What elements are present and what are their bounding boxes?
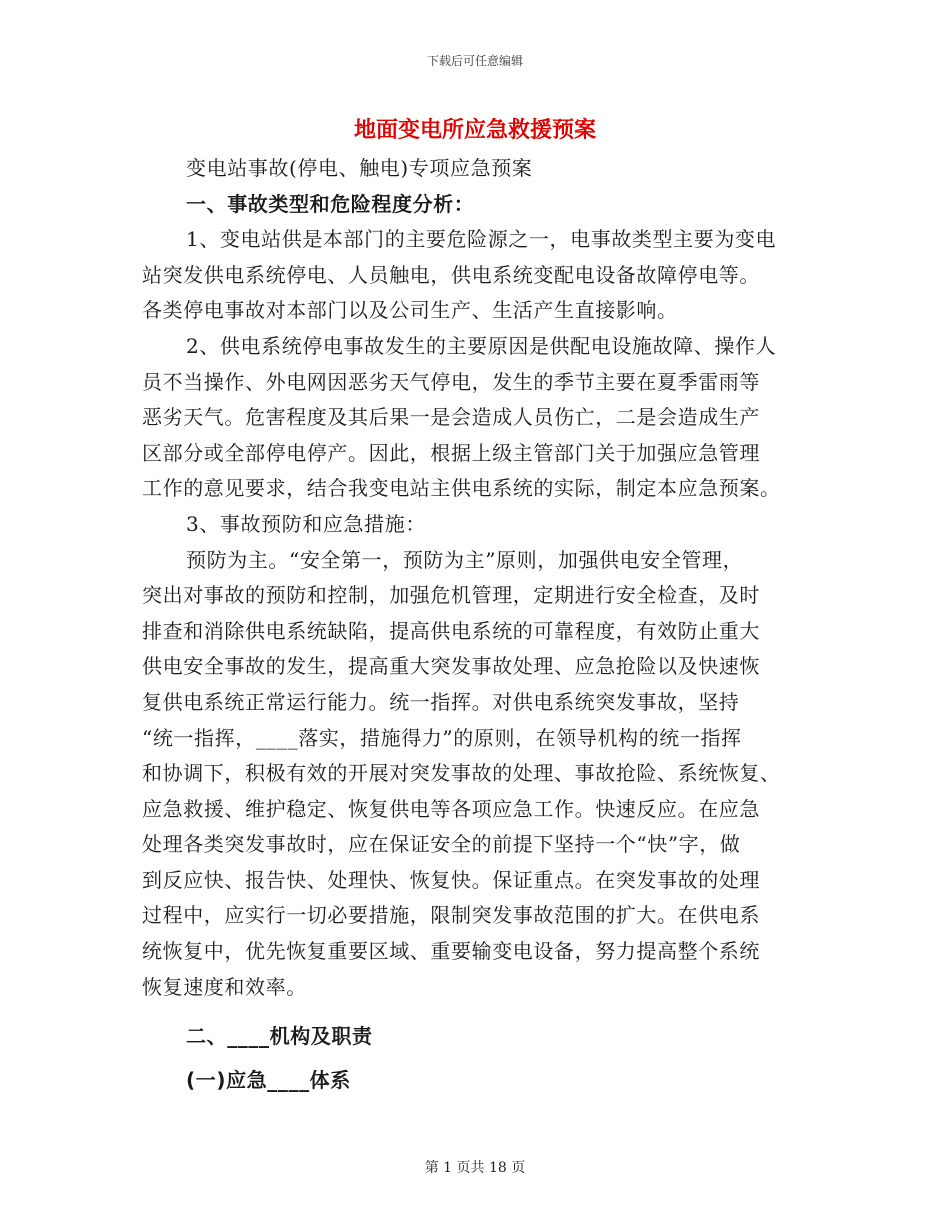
- paragraph-line: 2、供电系统停电事故发生的主要原因是供配电设施故障、操作人: [186, 333, 777, 358]
- section-heading-1: 一、事故类型和危险程度分析：: [186, 191, 475, 216]
- subsection-heading: (一)应急____体系: [186, 1067, 351, 1092]
- paragraph-line: 统恢复中，优先恢复重要区域、重要输变电设备，努力提高整个系统: [142, 939, 760, 964]
- page-footer: 第 1 页共 18 页: [424, 1160, 526, 1176]
- paragraph-line: 和协调下，积极有效的开展对突发事故的处理、事故抢险、系统恢复、: [142, 761, 781, 786]
- section-heading-2: 二、____机构及职责: [186, 1024, 373, 1049]
- paragraph-line: 供电安全事故的发生，提高重大突发事故处理、应急抢险以及快速恢: [142, 654, 760, 679]
- paragraph-line: 处理各类突发事故时，应在保证安全的前提下坚持一个“快”字，做: [142, 832, 741, 857]
- document-title: 地面变电所应急救援预案: [353, 118, 596, 143]
- paragraph-line: 突出对事故的预防和控制，加强危机管理，定期进行安全检查，及时: [142, 583, 760, 608]
- paragraph-line: 站突发供电系统停电、人员触电，供电系统变配电设备故障停电等。: [142, 262, 760, 287]
- paragraph-line: 恶劣天气。危害程度及其后果一是会造成人员伤亡，二是会造成生产: [142, 405, 760, 430]
- paragraph-line: “统一指挥，____落实，措施得力”的原则，在领导机构的统一指挥: [142, 725, 742, 750]
- paragraph-line: 到反应快、报告快、处理快、恢复快。保证重点。在突发事故的处理: [142, 867, 760, 892]
- document-body: [142, 151, 812, 1098]
- paragraph-line: 员不当操作、外电网因恶劣天气停电，发生的季节主要在夏季雷雨等: [142, 369, 760, 394]
- subsection-heading: 3、事故预防和应急措施：: [186, 511, 426, 536]
- paragraph-line: 工作的意见要求，结合我变电站主供电系统的实际，制定本应急预案。: [142, 476, 781, 501]
- paragraph-line: 各类停电事故对本部门以及公司生产、生活产生直接影响。: [142, 298, 678, 323]
- paragraph-line: 恢复速度和效率。: [142, 974, 307, 999]
- paragraph-line: 排查和消除供电系统缺陷，提高供电系统的可靠程度，有效防止重大: [142, 618, 760, 643]
- paragraph-line: 区部分或全部停电停产。因此，根据上级主管部门关于加强应急管理: [142, 440, 760, 465]
- page-header: 下载后可任意编辑: [426, 54, 523, 68]
- paragraph-line: 预防为主。“安全第一，预防为主”原则，加强供电安全管理，: [186, 547, 744, 572]
- document-subtitle: 变电站事故(停电、触电)专项应急预案: [186, 156, 533, 180]
- paragraph-line: 过程中，应实行一切必要措施，限制突发事故范围的扩大。在供电系: [142, 903, 760, 928]
- paragraph-line: 复供电系统正常运行能力。统一指挥。对供电系统突发事故，坚持: [142, 689, 740, 714]
- paragraph-line: 1、变电站供是本部门的主要危险源之一，电事故类型主要为变电: [186, 227, 777, 252]
- paragraph-line: 应急救援、维护稳定、恢复供电等各项应急工作。快速反应。在应急: [142, 796, 760, 821]
